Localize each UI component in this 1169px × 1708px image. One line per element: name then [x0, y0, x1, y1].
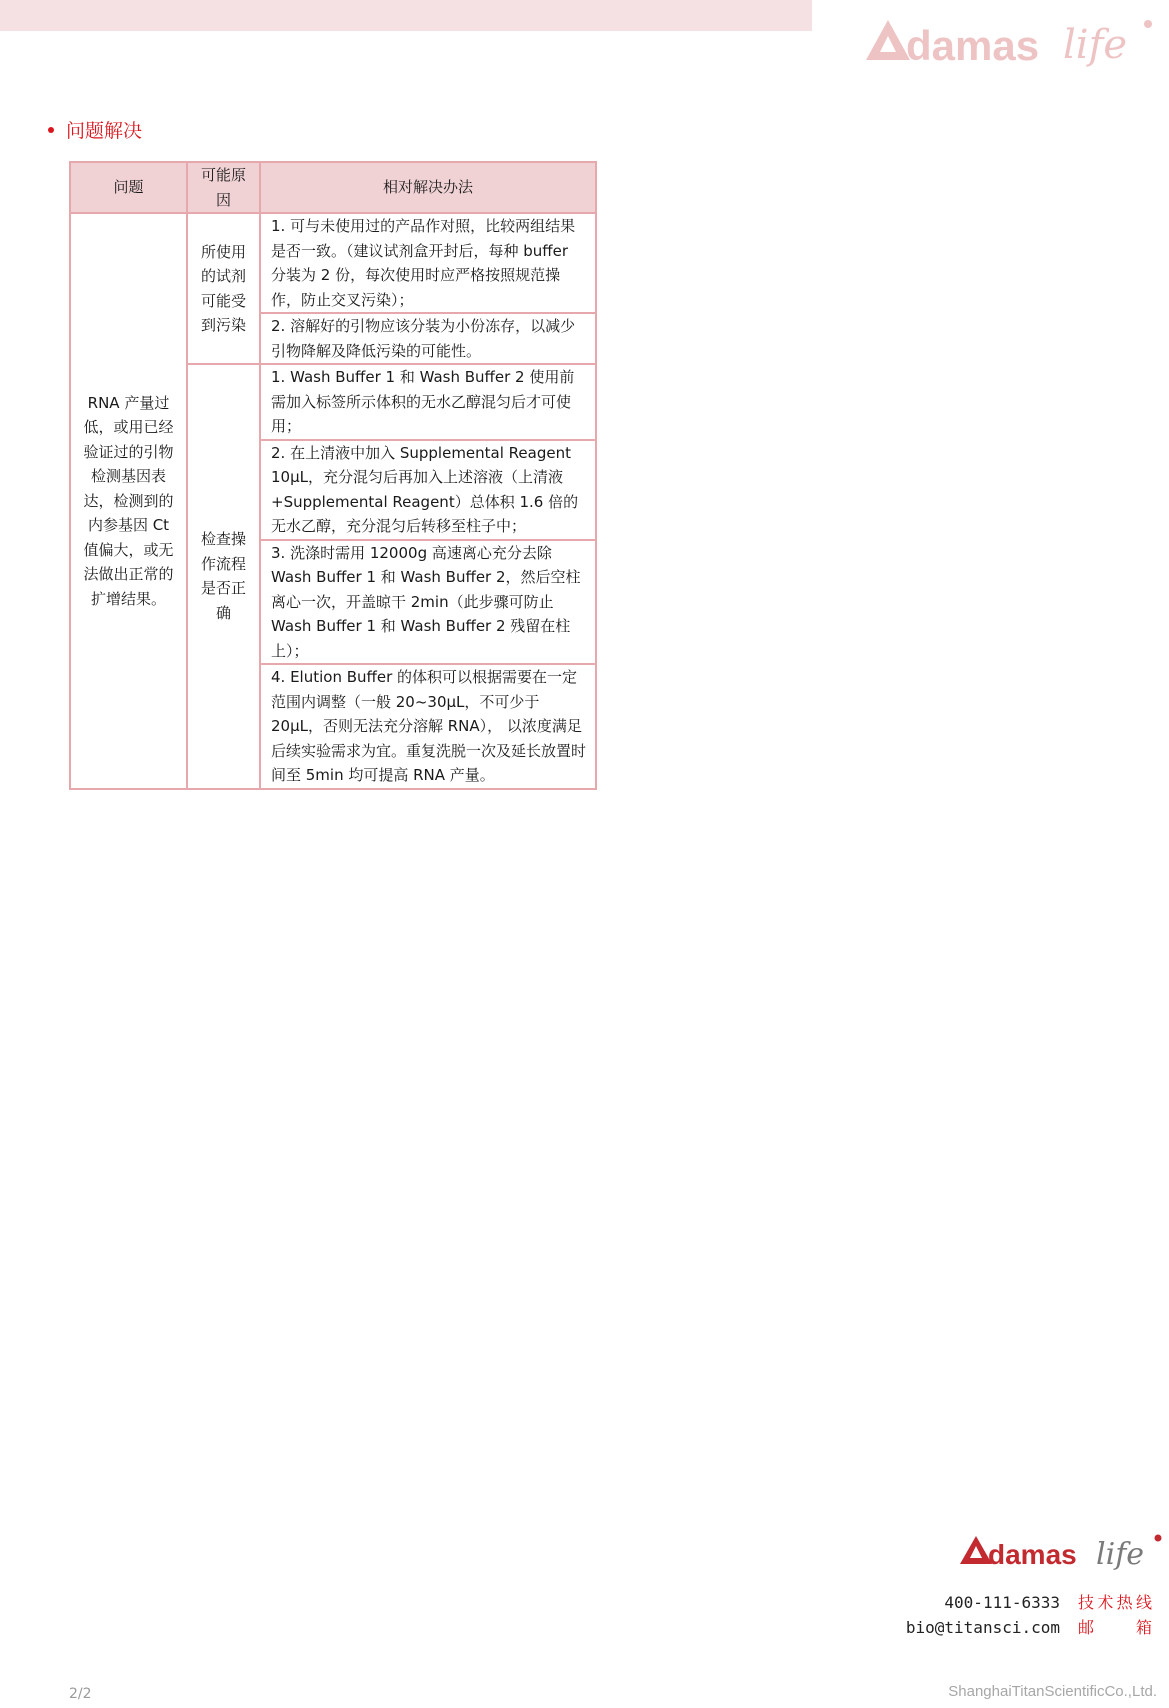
solution-cell: 3. 洗涤时需用 12000g 高速离心充分去除 Wash Buffer 1 和 Wash Buffer 2，然后空柱离心一次，开盖晾干 2min（此步骤可防止 Wash Buffer 1 和 Wash Buffer 2 残留在柱上）；	[260, 540, 596, 665]
hotline-label: 技术热线	[1078, 1593, 1152, 1612]
brand-logo-top-word: damas	[906, 22, 1040, 69]
solution-cell: 2. 在上清液中加入 Supplemental Reagent 10μL，充分混匀后再加入上述溶液（上清液+Supplemental Reagent）总体积 1.6 倍的无水乙醇，充分混匀后转移至柱子中；	[260, 440, 596, 540]
page-number: 2/2	[69, 1686, 92, 1702]
header-solution: 相对解决办法	[260, 162, 596, 213]
solution-cell: 4. Elution Buffer 的体积可以根据需要在一定范围内调整（一般 20~30μL，不可少于 20μL，否则无法充分溶解 RNA）， 以浓度满足后续实验需求为宜。重复洗脱一次及延长放置时间至 5min 均可提高 RNA 产量。	[260, 664, 596, 789]
brand-logo-top-script: life	[1063, 22, 1128, 68]
section-title	[48, 116, 142, 143]
contact-info	[906, 1590, 1152, 1640]
email-row	[906, 1615, 1152, 1640]
header-band	[0, 0, 812, 31]
email-value: bio@titansci.com	[905, 1618, 1060, 1637]
brand-logo-footer	[958, 1526, 1168, 1580]
bullet-icon	[48, 127, 54, 133]
troubleshooting-table	[69, 161, 597, 790]
table-row	[70, 213, 596, 313]
brand-logo-footer-word: damas	[988, 1539, 1077, 1570]
hotline-value: 400-111-6333	[944, 1593, 1060, 1612]
table-header-row	[70, 162, 596, 213]
email-label: 邮箱	[1078, 1618, 1152, 1637]
solution-cell: 2. 溶解好的引物应该分装为小份冻存，以减少引物降解及降低污染的可能性。	[260, 313, 596, 364]
problem-cell: RNA 产量过低，或用已经验证过的引物检测基因表达，检测到的内参基因 Ct 值偏大，或无法做出正常的扩增结果。	[70, 213, 187, 789]
cause-cell: 检查操作流程是否正确	[187, 364, 260, 789]
company-name: ShanghaiTitanScientificCo.,Ltd.	[948, 1683, 1157, 1700]
hotline-row	[906, 1590, 1152, 1615]
header-problem: 问题	[70, 162, 187, 213]
section-title-text: 问题解决	[66, 120, 143, 142]
cause-cell: 所使用的试剂可能受到污染	[187, 213, 260, 364]
solution-cell: 1. Wash Buffer 1 和 Wash Buffer 2 使用前需加入标签所示体积的无水乙醇混匀后才可使用；	[260, 364, 596, 440]
brand-logo-footer-script: life	[1096, 1537, 1145, 1572]
brand-logo-top	[858, 8, 1158, 78]
solution-cell: 1. 可与未使用过的产品作对照，比较两组结果是否一致。（建议试剂盒开封后，每种 buffer 分装为 2 份，每次使用时应严格按照规范操作，防止交叉污染）；	[260, 213, 596, 313]
header-cause: 可能原因	[187, 162, 260, 213]
